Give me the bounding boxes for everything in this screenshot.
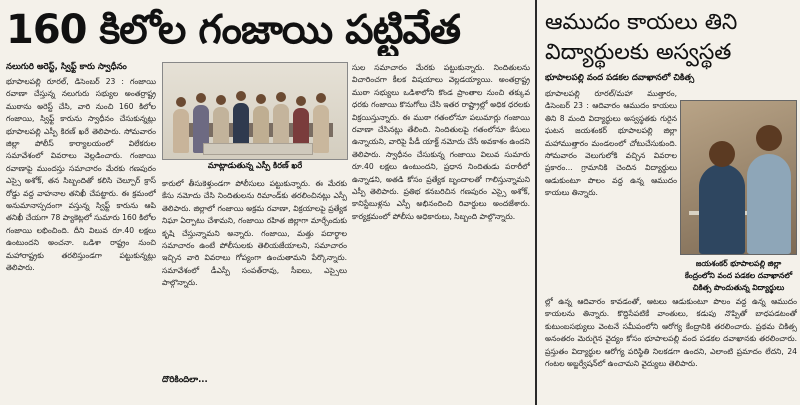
left-subhead-2: దొరికిందిలా... bbox=[162, 375, 208, 385]
photo-table bbox=[203, 143, 313, 155]
photo-person-head bbox=[216, 95, 226, 105]
right-column-2: ల్లో ఉన్న ఆదివారం కావడంతో, ఆటలు ఆడుకుంటూ పొలం వద్ద ఉన్న ఆముదం కాయలను తిన్నారు. కొద్దిసేపటికే వాంతులు, కడుపు నొప్పితో బాధపడటంతో కుటుంబసభ్యులు వెంటనే సమీపంలోని ఆరోగ్య కేంద్రానికి తరలించారు. ప్రథమ చికిత్స అనంతరం మెరుగైన వైద్యం కోసం భూపాలపల్లి వంద పడకల దవాఖానకు తరలించారు. ప్రస్తుతం విద్యార్థుల ఆరోగ్య పరిస్థితి నిలకడగా ఉందని, ఎలాంటి ప్రమాదం లేదని, 24 గంటల అబ్జర్వేషన్‌లో ఉంచామని వైద్యులు తెలిపారు. bbox=[545, 297, 797, 369]
photo-person-head bbox=[176, 97, 186, 107]
photo-person-head bbox=[236, 91, 246, 101]
photo-student bbox=[699, 164, 745, 254]
photo-student bbox=[747, 154, 791, 254]
photo-person bbox=[313, 105, 329, 153]
left-column-3: సుల సమాచారం మేరకు పట్టుకున్నారు. నిందితులను విచారించగా కీలక విషయాలు వెల్లడయ్యాయి. అంతర్రాష్ట్ర ముఠా సభ్యులు ఒడిశాలోని కొండ ప్రాంతాల నుంచి తక్కువ ధరకు గంజాయి కొనుగోలు చేసి ఇతర రాష్ట్రాల్లో అధిక ధరలకు విక్రయిస్తున్నారు. ఈ ముఠా గతంలోనూ పలుమార్లు గంజాయి రవాణా చేసినట్లు తేలింది. నిందితులపై గతంలోనూ కేసులు ఉన్నాయని, వారిపై పీడీ యాక్ట్ నమోదు చేసే అవకాశం ఉందని తెలిపారు. స్వాధీనం చేసుకున్న గంజాయి విలువ సుమారు రూ.40 లక్షలు ఉంటుందని, ప్రధాన నిందితుడు పరారీలో ఉన్నాడని, అతడి కోసం ప్రత్యేక బృందాలతో గాలిస్తున్నామని ఎస్పీ తెలిపారు. ప్రతిభ కనబరిచిన గణపురం ఎస్సై అశోక్‌, కానిస్టేబుళ్లను ఎస్పీ అభినందించి రివార్డులు అందజేశారు. కార్యక్రమంలో పోలీసు అధికారులు, సిబ్బంది పాల్గొన్నారు. bbox=[352, 63, 530, 221]
right-headline: ఆముదం కాయలు తిని విద్యార్థులకు అస్వస్థత bbox=[545, 10, 738, 65]
photo-person-head bbox=[316, 93, 326, 103]
photo-person bbox=[173, 109, 189, 153]
photo-person-head bbox=[296, 96, 306, 106]
photo-person-head bbox=[276, 92, 286, 102]
photo-person-head bbox=[256, 94, 266, 104]
left-subhead: నలుగురి అరెస్ట్‌, స్విఫ్ట్ కారు స్వాధీనం bbox=[6, 62, 127, 72]
students-photo bbox=[680, 100, 797, 255]
photo-student-head bbox=[756, 125, 782, 151]
photo-student-head bbox=[709, 141, 735, 167]
left-column-2: కారులో తీసుకెళ్తుండగా పోలీసులు పట్టుకున్నారు. ఈ మేరకు కేసు నమోదు చేసి నిందితులను రిమాండ్‌కు తరలించినట్లు ఎస్పీ తెలిపారు. జిల్లాలో గంజాయి అక్రమ రవాణా, విక్రయాలపై ప్రత్యేక నిఘా ఏర్పాటు చేశామని, గంజాయి రహిత జిల్లాగా మార్చేందుకు కృషి చేస్తున్నామని అన్నారు. గంజాయి, మత్తు పదార్థాల సమాచారం ఉంటే పోలీసులకు తెలియజేయాలని, సమాచారం ఇచ్చిన వారి వివరాలు గోప్యంగా ఉంచుతామని పేర్కొన్నారు. సమావేశంలో డీఎస్పీ సంపత్‌రావు, సీఐలు, ఎస్సైలు పాల్గొన్నారు. bbox=[162, 179, 347, 288]
right-subhead: భూపాలపల్లి వంద పడకల దవాఖానలో చికిత్స bbox=[545, 73, 695, 83]
left-headline: 160 కిలోల గంజాయి పట్టివేత bbox=[6, 7, 461, 53]
photo-person-head bbox=[196, 93, 206, 103]
left-column-1: భూపాలపల్లి రూరల్‌, డిసెంబర్‌ 23 : గంజాయి రవాణా చేస్తున్న నలుగురు సభ్యుల అంతర్రాష్ట్ర ముఠాను అరెస్ట్ చేసి, వారి నుంచి 160 కిలోల గంజాయి, స్విఫ్ట్ కారును స్వాధీనం చేసుకున్నట్లు భూపాలపల్లి ఎస్పీ కిరణ్‌ ఖరే తెలిపారు. సోమవారం జిల్లా పోలీస్ కార్యాలయంలో విలేకరుల సమావేశంలో వివరాలు వెల్లడించారు. గంజాయి రవాణాపై ముందస్తు సమాచారం మేరకు గణపురం ఎస్సై అశోక్‌, తన సిబ్బందితో కలిసి చెల్పూర్‌ క్రాస్ రోడ్డు వద్ద వాహనాల తనిఖీ చేపట్టారు. ఈ క్రమంలో అనుమానాస్పదంగా వస్తున్న స్విఫ్ట్ కారును ఆపి తనిఖీ చేయగా 78 ప్యాకెట్లలో సుమారు 160 కిలోల గంజాయి లభించింది. దీని విలువ రూ.40 లక్షలు ఉంటుందని అంచనా. ఒడిశా రాష్ట్రం నుంచి మహారాష్ట్రకు తరలిస్తుండగా పట్టుకున్నట్లు తెలిపారు. bbox=[6, 77, 156, 273]
students-photo-caption: జయశంకర్ భూపాలపల్లి జిల్లా కేంద్రంలోని వంద పడకల దవాఖానలో చికిత్స పొందుతున్న విద్యార్థులు bbox=[684, 259, 793, 292]
right-column-1: భూపాలపల్లి రూరల్‌/మహా ముత్తారం, డిసెంబర్‌ 23 : ఆదివారం ఆముదం కాయలు తిని 8 మంది విద్యార్థులు అస్వస్థతకు గురైన ఘటన జయశంకర్‌ భూపాలపల్లి జిల్లా మహాముత్తారం మండలంలో చోటుచేసుకుంది. సోమవారం వెలుగులోకి వచ్చిన వివరాల ప్రకారం... గ్రామానికి చెందిన విద్యార్థులు ఆడుకుంటూ పొలం వద్ద ఉన్న ఆముదం కాయలు తిన్నారు. bbox=[545, 89, 677, 198]
right-story bbox=[537, 0, 800, 405]
photo-caption: మాట్లాడుతున్న ఎస్పీ కిరణ్ ఖరే bbox=[207, 161, 303, 170]
press-meet-photo bbox=[162, 62, 348, 160]
